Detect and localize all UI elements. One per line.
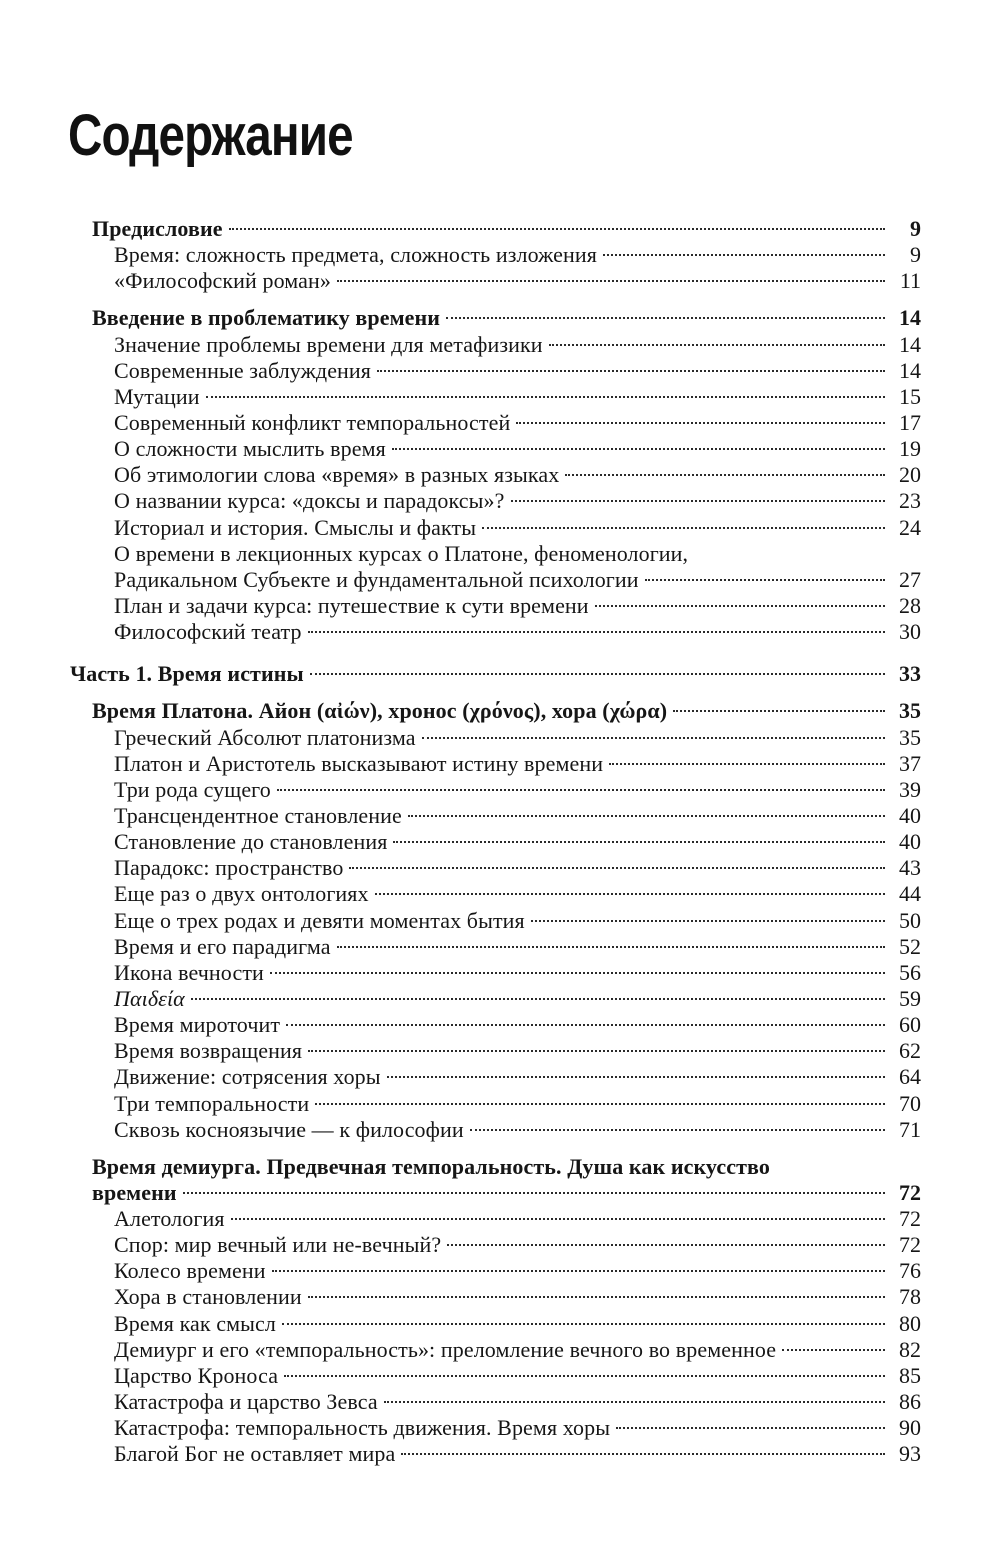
dot-leader — [603, 254, 885, 256]
toc-entry-title: Катастрофа и царство Зевса — [114, 1389, 378, 1415]
toc-page-number: 20 — [899, 462, 921, 488]
toc-entry-title: Парадокс: пространство — [114, 855, 344, 881]
dot-leader — [447, 1244, 885, 1246]
toc-entry-title: Еще о трех родах и девяти моментах бытия — [114, 907, 525, 933]
toc-page-number: 60 — [899, 1012, 921, 1038]
toc-entry-section — [0, 1012, 921, 1038]
toc-page-number: 39 — [899, 776, 921, 802]
toc-page-number: 14 — [899, 305, 921, 331]
toc-entry-section — [0, 1389, 921, 1415]
toc-page-number: 90 — [899, 1415, 921, 1441]
dot-leader — [272, 1270, 885, 1272]
dot-leader — [284, 1375, 885, 1377]
toc-entry-section — [0, 462, 921, 488]
toc-entry-title: Παιδεία — [114, 985, 185, 1011]
table-of-contents — [0, 216, 1000, 1467]
toc-entry-title: «Философский роман» — [114, 268, 331, 294]
toc-entry-title: Время как смысл — [114, 1310, 276, 1336]
toc-entry-title: Греческий Абсолют платонизма — [114, 724, 416, 750]
toc-entry-section — [0, 1117, 921, 1143]
toc-entry-title: Колесо времени — [114, 1258, 266, 1284]
toc-entry-title: Радикальном Субъекте и фундаментальной психологии — [114, 566, 639, 592]
dot-leader — [277, 789, 885, 791]
dot-leader — [270, 972, 885, 974]
toc-entry-chapter — [0, 216, 921, 242]
dot-leader — [206, 396, 885, 398]
toc-entry-title: Об этимологии слова «время» в разных языках — [114, 462, 560, 488]
dot-leader — [482, 527, 885, 529]
dot-leader — [565, 474, 885, 476]
toc-entry-title: Икона вечности — [114, 959, 264, 985]
toc-page-number: 33 — [899, 661, 921, 687]
toc-entry-section — [0, 515, 921, 541]
toc-entry-section — [0, 1311, 921, 1337]
toc-entry-title: Часть 1. Время истины — [70, 661, 304, 687]
toc-entry-title: Время мироточит — [114, 1012, 281, 1038]
toc-page-number: 19 — [899, 436, 921, 462]
dot-leader — [401, 1453, 885, 1455]
toc-entry-title: Время и его парадигма — [114, 933, 331, 959]
dot-leader — [375, 893, 885, 895]
toc-entry-section — [0, 384, 921, 410]
toc-entry-title: Платон и Аристотель высказывают истину времени — [114, 750, 604, 776]
dot-leader — [782, 1349, 885, 1351]
toc-page-number: 59 — [899, 985, 921, 1011]
toc-entry-section — [0, 934, 921, 960]
toc-entry-section — [0, 777, 921, 803]
toc-entry-section — [0, 725, 921, 751]
toc-entry-title: Время Платона. Айон (αἰών), хронос (χρόνος), хора (χώρα) — [92, 698, 668, 724]
toc-entry-title: Введение в проблематику времени — [92, 305, 441, 331]
toc-page-number: 70 — [899, 1090, 921, 1116]
toc-entry-section — [0, 881, 921, 907]
dot-leader — [673, 710, 885, 712]
dot-leader — [645, 579, 885, 581]
toc-page-number: 28 — [899, 592, 921, 618]
toc-entry-title: Алетология — [114, 1206, 225, 1232]
toc-page-number: 43 — [899, 855, 921, 881]
toc-entry-section — [0, 908, 921, 934]
toc-entry-section — [0, 1232, 921, 1258]
toc-page-number: 72 — [899, 1179, 921, 1205]
toc-entry-section — [0, 488, 921, 514]
dot-leader — [392, 448, 885, 450]
toc-entry-title: Современные заблуждения — [114, 357, 372, 383]
toc-entry-title: Время возвращения — [114, 1038, 303, 1064]
toc-entry-title: О сложности мыслить время — [114, 436, 386, 462]
toc-entry-title: О названии курса: «доксы и парадоксы»? — [114, 488, 505, 514]
toc-entry-section — [0, 1038, 921, 1064]
toc-page-number: 40 — [899, 829, 921, 855]
toc-page-number: 56 — [899, 959, 921, 985]
toc-entry-section — [0, 332, 921, 358]
toc-entry-section — [0, 619, 921, 645]
toc-entry-section — [0, 436, 921, 462]
dot-leader — [422, 737, 885, 739]
toc-page-number: 80 — [899, 1310, 921, 1336]
toc-entry-title: Царство Кроноса — [114, 1362, 279, 1388]
toc-entry-title: О времени в лекционных курсах о Платоне, феноменологии, — [114, 540, 689, 566]
toc-entry-title: времени — [92, 1179, 177, 1205]
dot-leader — [511, 500, 886, 502]
toc-page-number: 85 — [899, 1362, 921, 1388]
toc-entry-section — [0, 960, 921, 986]
toc-entry-title: Движение: сотрясения хоры — [114, 1064, 381, 1090]
toc-entry-chapter — [0, 1180, 921, 1206]
dot-leader — [191, 998, 885, 1000]
toc-entry-title: Трансцендентное становление — [114, 802, 402, 828]
toc-entry-section — [0, 751, 921, 777]
toc-entry-section — [0, 1284, 921, 1310]
toc-page-number: 24 — [899, 514, 921, 540]
dot-leader — [231, 1218, 885, 1220]
toc-entry-title: Три рода сущего — [114, 776, 271, 802]
toc-entry-section — [0, 1415, 921, 1441]
dot-leader — [377, 370, 885, 372]
toc-entry-section — [0, 829, 921, 855]
toc-page-number: 62 — [899, 1038, 921, 1064]
toc-entry-title: Катастрофа: темпоральность движения. Время хоры — [114, 1415, 611, 1441]
toc-entry-title: Еще раз о двух онтологиях — [114, 881, 369, 907]
dot-leader — [286, 1024, 885, 1026]
toc-entry-section — [0, 1441, 921, 1467]
dot-leader — [337, 280, 885, 282]
toc-entry-section — [0, 1258, 921, 1284]
dot-leader — [229, 228, 885, 230]
toc-page-number: 27 — [899, 566, 921, 592]
dot-leader — [384, 1401, 885, 1403]
toc-entry-title: Предисловие — [92, 216, 223, 241]
toc-entry-title: Время демиурга. Предвечная темпоральность. Душа как искусство — [92, 1153, 770, 1179]
toc-page-number: 64 — [899, 1064, 921, 1090]
toc-page-number: 23 — [899, 488, 921, 514]
dot-leader — [531, 920, 885, 922]
toc-page-number: 78 — [899, 1284, 921, 1310]
toc-entry-title: Спор: мир вечный или не-вечный? — [114, 1232, 442, 1258]
toc-entry-title: Историал и история. Смыслы и факты — [114, 514, 477, 540]
toc-entry-title: Становление до становления — [114, 829, 388, 855]
dot-leader — [393, 841, 885, 843]
dot-leader — [408, 815, 885, 817]
toc-page-number: 72 — [899, 1206, 921, 1232]
toc-page-number: 9 — [910, 216, 921, 241]
toc-page-number: 17 — [899, 409, 921, 435]
toc-entry-section — [0, 855, 921, 881]
dot-leader — [470, 1129, 885, 1131]
toc-page-number: 35 — [899, 698, 921, 724]
toc-page-number: 40 — [899, 802, 921, 828]
toc-page-number: 50 — [899, 907, 921, 933]
toc-entry-part — [0, 661, 921, 687]
dot-leader — [516, 422, 885, 424]
toc-entry-section — [0, 1337, 921, 1363]
toc-page-number: 86 — [899, 1389, 921, 1415]
dot-leader — [387, 1076, 885, 1078]
page-title: Содержание — [68, 103, 353, 168]
toc-entry-title: План и задачи курса: путешествие к сути времени — [114, 592, 589, 618]
dot-leader — [308, 1296, 885, 1298]
dot-leader — [349, 867, 885, 869]
toc-page-number: 37 — [899, 750, 921, 776]
dot-leader — [337, 946, 885, 948]
dot-leader — [609, 763, 885, 765]
dot-leader — [183, 1192, 885, 1194]
toc-entry-title: Три темпоральности — [114, 1090, 310, 1116]
toc-entry-section — [0, 358, 921, 384]
toc-page-number: 93 — [899, 1441, 921, 1467]
toc-page-number: 30 — [899, 619, 921, 645]
toc-entry-title: Демиург и его «темпоральность»: преломление вечного во временное — [114, 1336, 777, 1362]
toc-entry-section — [0, 1206, 921, 1232]
toc-page-number: 72 — [899, 1232, 921, 1258]
toc-page-number: 52 — [899, 933, 921, 959]
toc-entry-title: Мутации — [114, 383, 200, 409]
toc-page-number: 76 — [899, 1258, 921, 1284]
toc-page-number: 11 — [899, 268, 921, 294]
toc-entry-title: Хора в становлении — [114, 1284, 302, 1310]
toc-entry-chapter — [0, 698, 921, 724]
toc-page-number: 71 — [899, 1116, 921, 1142]
toc-entry-section — [0, 593, 921, 619]
toc-entry-section — [0, 803, 921, 829]
toc-page-number: 9 — [910, 242, 921, 268]
toc-entry-title: Время: сложность предмета, сложность изложения — [114, 242, 597, 268]
toc-entry-title: Значение проблемы времени для метафизики — [114, 331, 543, 357]
toc-entry-section — [0, 541, 921, 567]
dot-leader — [308, 631, 885, 633]
toc-entry-section — [0, 1091, 921, 1117]
toc-entry-section — [0, 567, 921, 593]
toc-entry-section — [0, 1363, 921, 1389]
toc-entry-title: Сквозь косноязычие — к философии — [114, 1116, 464, 1142]
toc-entry-title: Благой Бог не оставляет мира — [114, 1441, 396, 1467]
dot-leader — [310, 673, 885, 675]
toc-entry-title: Современный конфликт темпоральностей — [114, 409, 511, 435]
toc-page-number: 15 — [899, 383, 921, 409]
toc-page-number: 14 — [899, 331, 921, 357]
toc-page-number: 44 — [899, 881, 921, 907]
toc-entry-chapter — [0, 1154, 921, 1180]
toc-entry-title: Философский театр — [114, 619, 302, 645]
toc-entry-section — [0, 242, 921, 268]
dot-leader — [616, 1427, 885, 1429]
dot-leader — [308, 1050, 885, 1052]
dot-leader — [549, 344, 885, 346]
toc-page-number: 14 — [899, 357, 921, 383]
dot-leader — [446, 317, 885, 319]
toc-entry-section — [0, 268, 921, 294]
dot-leader — [595, 605, 885, 607]
toc-entry-section — [0, 1064, 921, 1090]
dot-leader — [315, 1103, 885, 1105]
toc-page-number: 35 — [899, 724, 921, 750]
toc-entry-chapter — [0, 305, 921, 331]
toc-entry-section — [0, 986, 921, 1012]
toc-page-number: 82 — [899, 1336, 921, 1362]
dot-leader — [282, 1323, 885, 1325]
toc-entry-section — [0, 410, 921, 436]
